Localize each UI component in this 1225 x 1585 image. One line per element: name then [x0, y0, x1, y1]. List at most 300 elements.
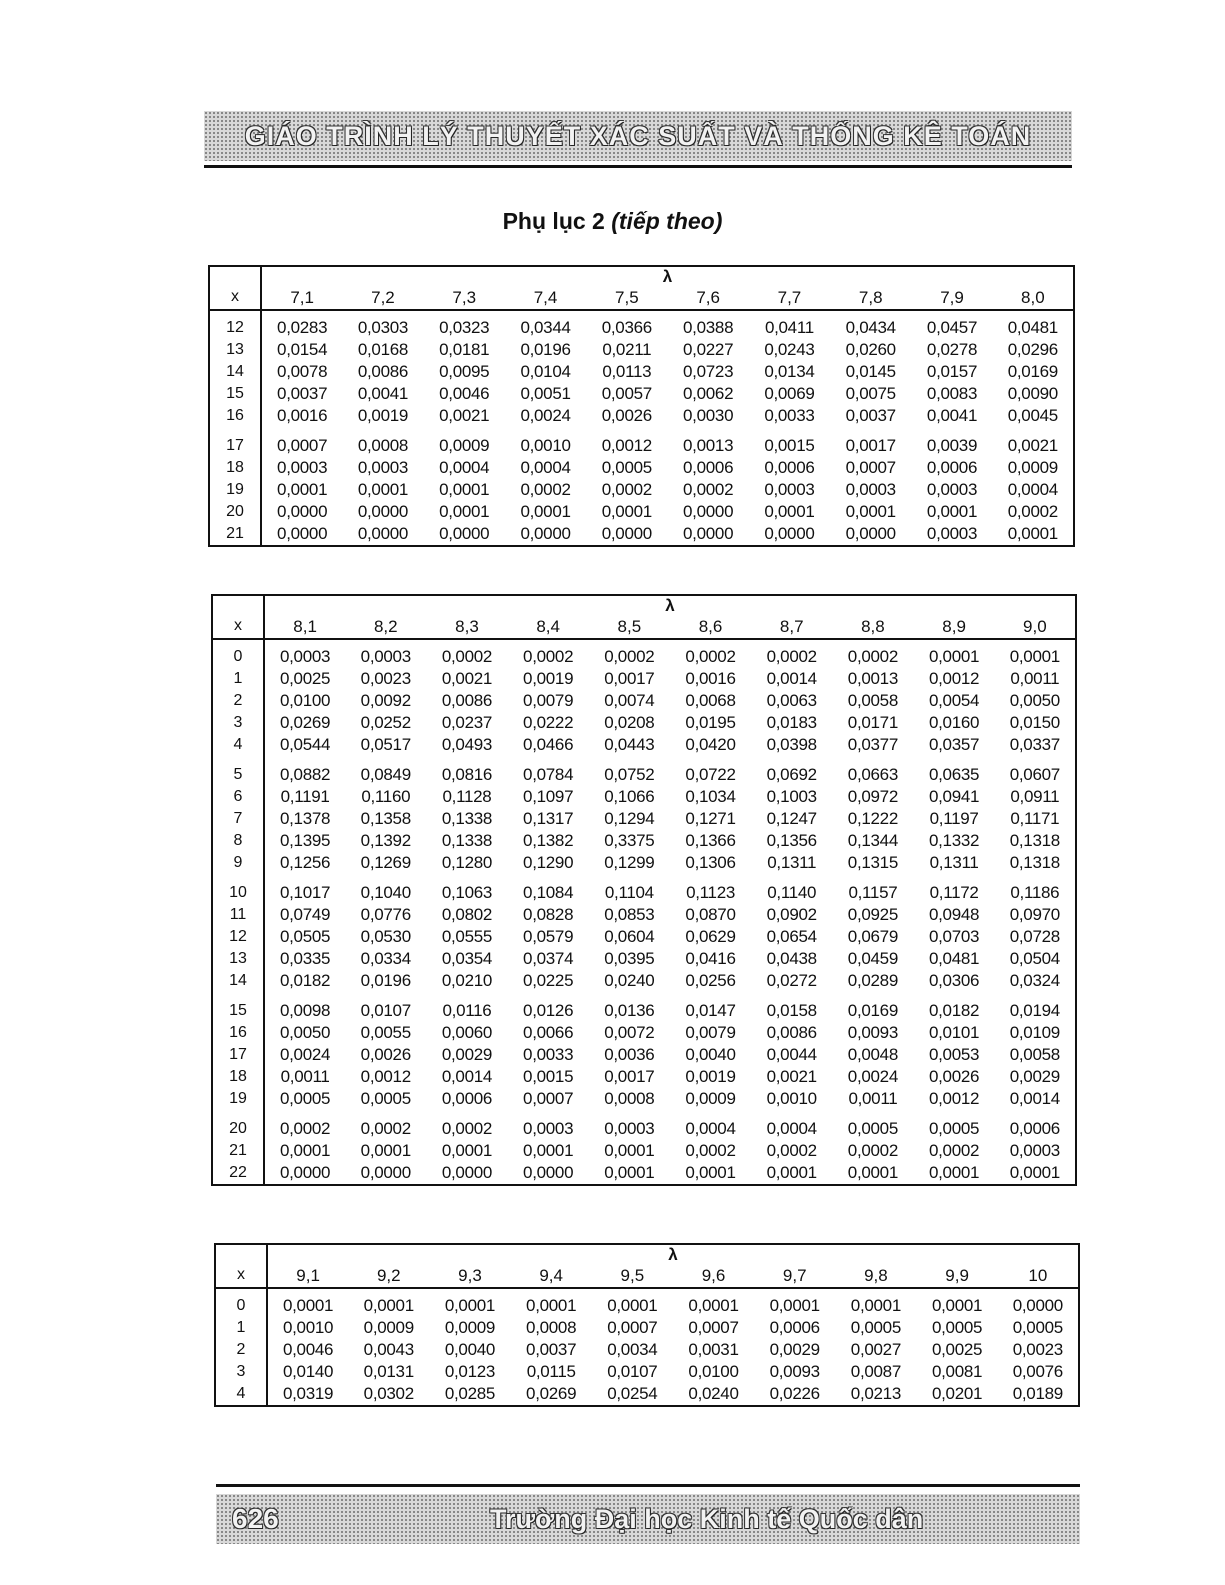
probability-cell: 0,0050 [1009, 691, 1060, 710]
probability-cell: 0,0025 [931, 1340, 983, 1359]
probability-cell: 0,0157 [926, 362, 978, 381]
probability-cell: 0,0171 [847, 713, 898, 732]
probability-cell: 0,0225 [523, 971, 574, 990]
x-cell: 21 [209, 523, 261, 546]
x-cell: 18 [209, 457, 261, 479]
footer-institution: Trường Đại học Kinh tế Quốc dân [490, 1503, 924, 1534]
probability-cell: 0,1338 [441, 809, 493, 828]
probability-cell: 0,0000 [764, 524, 815, 543]
table-row [215, 1383, 1079, 1406]
x-cell: 20 [209, 501, 261, 523]
probability-cell: 0,0037 [845, 406, 896, 425]
page-title-sub: (tiếp theo) [611, 208, 723, 234]
probability-cell: 0,0555 [441, 927, 493, 946]
probability-cell: 0,0005 [931, 1318, 983, 1337]
probability-cell: 0,1317 [523, 809, 574, 828]
probability-cell: 0,0902 [766, 905, 817, 924]
probability-cell: 0,0002 [847, 1141, 898, 1160]
probability-cell: 0,0420 [685, 735, 736, 754]
probability-cell: 0,0014 [1009, 1089, 1060, 1108]
probability-cell: 0,0100 [688, 1362, 739, 1381]
probability-cell: 0,0002 [601, 480, 652, 499]
x-cell: 22 [212, 1162, 264, 1185]
probability-cell: 0,0098 [279, 1001, 331, 1020]
header-banner [204, 111, 1072, 161]
probability-cell: 0,0017 [604, 669, 655, 688]
lambda-value: 9,1 [267, 1265, 348, 1288]
probability-cell: 0,0195 [685, 713, 736, 732]
probability-cell: 0,0039 [926, 436, 978, 455]
probability-cell: 0,0182 [928, 1001, 980, 1020]
probability-cell: 0,0335 [279, 949, 331, 968]
probability-cell: 0,0466 [523, 735, 574, 754]
lambda-value: 8,4 [508, 616, 589, 639]
lambda-value: 9,3 [429, 1265, 510, 1288]
lambda-value: 8,1 [264, 616, 345, 639]
probability-cell: 0,1344 [847, 831, 898, 850]
probability-cell: 0,0027 [850, 1340, 901, 1359]
probability-cell: 0,0033 [764, 406, 815, 425]
probability-cell: 0,1128 [442, 787, 492, 806]
probability-cell: 0,0849 [360, 765, 411, 784]
probability-cell: 0,0057 [601, 384, 652, 403]
probability-cell: 0,0002 [1007, 502, 1058, 521]
table-row [209, 501, 1074, 523]
table-row [209, 457, 1074, 479]
probability-cell: 0,0076 [1012, 1362, 1063, 1381]
probability-cell: 0,0001 [277, 480, 328, 499]
probability-cell: 0,1063 [441, 883, 493, 902]
probability-cell: 0,0012 [601, 436, 652, 455]
lambda-value: 9,0 [995, 616, 1076, 639]
probability-cell: 0,0395 [604, 949, 655, 968]
x-header: x [215, 1244, 267, 1288]
probability-cell: 0,0001 [1009, 647, 1060, 666]
probability-cell: 0,0012 [360, 1067, 411, 1086]
probability-cell: 0,0434 [845, 318, 896, 337]
probability-cell: 0,0023 [360, 669, 411, 688]
probability-cell: 0,0354 [441, 949, 493, 968]
probability-cell: 0,0083 [926, 384, 978, 403]
x-cell: 2 [215, 1339, 267, 1361]
probability-cell: 0,0081 [931, 1362, 983, 1381]
probability-cell: 0,0243 [764, 340, 815, 359]
probability-cell: 0,0000 [357, 502, 409, 521]
probability-cell: 0,0663 [847, 765, 898, 784]
probability-cell: 0,0095 [439, 362, 490, 381]
table-row [212, 1162, 1076, 1185]
probability-cell: 0,0021 [1007, 436, 1058, 455]
probability-cell: 0,0001 [607, 1296, 658, 1315]
probability-cell: 0,1318 [1009, 853, 1060, 872]
probability-cell: 0,0023 [1012, 1340, 1063, 1359]
probability-cell: 0,0183 [766, 713, 817, 732]
probability-cell: 0,0002 [520, 480, 571, 499]
probability-cell: 0,0002 [928, 1141, 980, 1160]
probability-cell: 0,0010 [520, 436, 571, 455]
probability-cell: 0,1034 [685, 787, 736, 806]
probability-cell: 0,0002 [685, 1141, 736, 1160]
probability-cell: 0,0069 [764, 384, 815, 403]
probability-cell: 0,0013 [683, 436, 734, 455]
x-cell: 0 [215, 1288, 267, 1317]
probability-cell: 0,0007 [845, 458, 896, 477]
probability-cell: 0,0058 [1009, 1045, 1060, 1064]
probability-cell: 0,0037 [526, 1340, 577, 1359]
table-row [212, 970, 1076, 992]
probability-cell: 0,0003 [604, 1119, 655, 1138]
probability-cell: 0,1140 [767, 883, 817, 902]
probability-cell: 0,0000 [277, 524, 328, 543]
table-row [212, 904, 1076, 926]
table-row [209, 427, 1074, 457]
probability-cell: 0,0001 [685, 1163, 736, 1182]
probability-cell: 0,0196 [360, 971, 411, 990]
probability-cell: 0,0001 [928, 1163, 980, 1182]
probability-cell: 0,0334 [360, 949, 411, 968]
probability-cell: 0,0075 [845, 384, 896, 403]
probability-cell: 0,0046 [282, 1340, 334, 1359]
probability-cell: 0,1332 [928, 831, 980, 850]
table-row [209, 405, 1074, 427]
lambda-value: 7,9 [911, 287, 992, 310]
lambda-value: 10 [998, 1265, 1079, 1288]
probability-cell: 0,0213 [850, 1384, 901, 1403]
table-row [212, 1066, 1076, 1088]
probability-cell: 0,0457 [926, 318, 978, 337]
probability-cell: 0,0001 [764, 502, 815, 521]
probability-cell: 0,0604 [604, 927, 655, 946]
probability-cell: 0,0026 [928, 1067, 980, 1086]
table-row [209, 523, 1074, 546]
probability-cell: 0,0182 [279, 971, 331, 990]
probability-cell: 0,0196 [520, 340, 571, 359]
probability-cell: 0,0000 [523, 1163, 574, 1182]
probability-cell: 0,0005 [847, 1119, 898, 1138]
probability-cell: 0,0579 [523, 927, 574, 946]
probability-cell: 0,0337 [1009, 735, 1060, 754]
probability-cell: 0,0050 [279, 1023, 331, 1042]
probability-cell: 0,0031 [688, 1340, 739, 1359]
x-cell: 21 [212, 1140, 264, 1162]
probability-cell: 0,0001 [850, 1296, 901, 1315]
probability-cell: 0,0002 [847, 647, 898, 666]
x-cell: 19 [209, 479, 261, 501]
probability-cell: 0,0003 [279, 647, 331, 666]
probability-cell: 0,0055 [360, 1023, 411, 1042]
probability-cell: 0,1247 [766, 809, 817, 828]
probability-cell: 0,0256 [685, 971, 736, 990]
probability-cell: 0,0752 [604, 765, 655, 784]
probability-cell: 0,0002 [766, 647, 817, 666]
probability-cell: 0,0006 [926, 458, 978, 477]
probability-cell: 0,0285 [444, 1384, 496, 1403]
probability-cell: 0,0227 [683, 340, 734, 359]
probability-cell: 0,0003 [277, 458, 328, 477]
probability-cell: 0,0004 [685, 1119, 736, 1138]
probability-cell: 0,1378 [279, 809, 331, 828]
lambda-value: 8,8 [832, 616, 913, 639]
probability-cell: 0,0041 [926, 406, 978, 425]
probability-cell: 0,0044 [766, 1045, 817, 1064]
probability-cell: 0,1315 [847, 853, 898, 872]
probability-cell: 0,0749 [279, 905, 331, 924]
table-row [212, 992, 1076, 1022]
probability-cell: 0,0002 [523, 647, 574, 666]
probability-cell: 0,0005 [279, 1089, 331, 1108]
x-cell: 16 [209, 405, 261, 427]
probability-cell: 0,0003 [845, 480, 896, 499]
x-cell: 13 [209, 339, 261, 361]
x-cell: 20 [212, 1110, 264, 1140]
probability-cell: 0,0481 [928, 949, 980, 968]
x-cell: 1 [215, 1317, 267, 1339]
probability-cell: 0,0029 [769, 1340, 820, 1359]
probability-cell: 0,0021 [439, 406, 490, 425]
probability-cell: 0,0003 [1009, 1141, 1060, 1160]
probability-cell: 0,1306 [685, 853, 736, 872]
probability-cell: 0,0033 [523, 1045, 574, 1064]
probability-cell: 0,0001 [604, 1141, 655, 1160]
probability-cell: 0,0024 [520, 406, 571, 425]
probability-cell: 0,0101 [928, 1023, 980, 1042]
probability-cell: 0,0001 [279, 1141, 331, 1160]
probability-cell: 0,0086 [441, 691, 493, 710]
probability-cell: 0,0776 [360, 905, 411, 924]
probability-cell: 0,0168 [357, 340, 409, 359]
probability-cell: 0,0319 [282, 1384, 334, 1403]
probability-cell: 0,0107 [607, 1362, 658, 1381]
probability-cell: 0,0006 [769, 1318, 820, 1337]
probability-cell: 0,0026 [601, 406, 652, 425]
probability-cell: 0,0925 [847, 905, 898, 924]
probability-cell: 0,0000 [279, 1163, 331, 1182]
x-header: x [212, 595, 264, 639]
probability-cell: 0,0004 [520, 458, 571, 477]
probability-cell: 0,0005 [1012, 1318, 1063, 1337]
probability-cell: 0,0093 [847, 1023, 898, 1042]
table-row [209, 361, 1074, 383]
probability-cell: 0,0014 [766, 669, 817, 688]
probability-cell: 0,0481 [1007, 318, 1058, 337]
probability-cell: 0,0283 [277, 318, 328, 337]
probability-cell: 0,0030 [683, 406, 734, 425]
probability-cell: 0,0303 [357, 318, 409, 337]
probability-cell: 0,0000 [441, 1163, 493, 1182]
probability-cell: 0,0009 [1007, 458, 1058, 477]
x-cell: 14 [212, 970, 264, 992]
probability-cell: 0,0004 [1007, 480, 1058, 499]
probability-cell: 0,1003 [766, 787, 817, 806]
lambda-value: 9,8 [835, 1265, 916, 1288]
probability-cell: 0,0026 [360, 1045, 411, 1064]
probability-cell: 0,0210 [441, 971, 493, 990]
probability-cell: 0,0060 [441, 1023, 493, 1042]
x-header: x [209, 266, 261, 310]
probability-cell: 0,0066 [523, 1023, 574, 1042]
probability-cell: 0,0024 [279, 1045, 331, 1064]
probability-cell: 0,0493 [441, 735, 493, 754]
probability-cell: 0,0882 [279, 765, 331, 784]
table-row [215, 1339, 1079, 1361]
probability-cell: 0,0011 [848, 1089, 898, 1108]
probability-cell: 0,0001 [847, 1163, 898, 1182]
probability-cell: 0,0722 [685, 765, 736, 784]
probability-cell: 0,0530 [360, 927, 411, 946]
x-cell: 5 [212, 756, 264, 786]
probability-cell: 0,1311 [929, 853, 979, 872]
probability-cell: 0,0816 [441, 765, 493, 784]
header-rule [204, 165, 1072, 168]
probability-cell: 0,0058 [847, 691, 898, 710]
probability-cell: 0,0021 [441, 669, 493, 688]
probability-cell: 0,0005 [601, 458, 652, 477]
probability-cell: 0,0134 [764, 362, 815, 381]
table-row [212, 786, 1076, 808]
probability-cell: 0,1318 [1009, 831, 1060, 850]
probability-cell: 0,0068 [685, 691, 736, 710]
probability-cell: 0,0416 [685, 949, 736, 968]
probability-cell: 0,0145 [845, 362, 896, 381]
probability-cell: 0,0398 [766, 735, 817, 754]
probability-cell: 0,0079 [685, 1023, 736, 1042]
probability-cell: 0,0014 [441, 1067, 493, 1086]
probability-cell: 0,0040 [685, 1045, 736, 1064]
probability-cell: 0,0007 [277, 436, 328, 455]
probability-cell: 0,0211 [602, 340, 652, 359]
probability-cell: 0,0048 [847, 1045, 898, 1064]
table-row [212, 756, 1076, 786]
probability-cell: 0,0040 [444, 1340, 496, 1359]
probability-cell: 0,0147 [685, 1001, 736, 1020]
table-row [209, 383, 1074, 405]
probability-cell: 0,0366 [601, 318, 652, 337]
probability-cell: 0,0116 [442, 1001, 492, 1020]
table-row [212, 1088, 1076, 1110]
table-row [212, 1022, 1076, 1044]
probability-cell: 0,0100 [279, 691, 331, 710]
probability-cell: 0,0505 [279, 927, 331, 946]
probability-cell: 0,0004 [439, 458, 490, 477]
x-cell: 6 [212, 786, 264, 808]
probability-cell: 0,0324 [1009, 971, 1060, 990]
probability-cell: 0,0802 [441, 905, 493, 924]
table-row [212, 668, 1076, 690]
probability-cell: 0,0001 [604, 1163, 655, 1182]
probability-cell: 0,0115 [526, 1362, 576, 1381]
x-cell: 3 [212, 712, 264, 734]
probability-cell: 0,0008 [526, 1318, 577, 1337]
probability-cell: 0,0006 [441, 1089, 493, 1108]
probability-cell: 0,0972 [847, 787, 898, 806]
probability-cell: 0,0019 [523, 669, 574, 688]
probability-cell: 0,0728 [1009, 927, 1060, 946]
probability-cell: 0,0090 [1007, 384, 1058, 403]
probability-cell: 0,0001 [926, 502, 978, 521]
probability-cell: 0,0002 [441, 1119, 493, 1138]
probability-cell: 0,0252 [360, 713, 411, 732]
probability-cell: 0,0001 [928, 647, 980, 666]
probability-cell: 0,1294 [604, 809, 655, 828]
probability-cell: 0,0001 [931, 1296, 983, 1315]
probability-cell: 0,0001 [523, 1141, 574, 1160]
probability-cell: 0,1017 [279, 883, 331, 902]
probability-cell: 0,0001 [688, 1296, 739, 1315]
probability-cell: 0,1366 [685, 831, 736, 850]
lambda-value: 7,5 [586, 287, 667, 310]
probability-cell: 0,0948 [928, 905, 980, 924]
probability-cell: 0,0692 [766, 765, 817, 784]
probability-cell: 0,0063 [766, 691, 817, 710]
table-row [212, 830, 1076, 852]
x-cell: 14 [209, 361, 261, 383]
probability-cell: 0,1395 [279, 831, 331, 850]
probability-cell: 0,0296 [1007, 340, 1058, 359]
x-cell: 8 [212, 830, 264, 852]
probability-cell: 0,0240 [688, 1384, 739, 1403]
probability-cell: 0,0043 [363, 1340, 414, 1359]
poisson-table-1 [208, 265, 1075, 547]
probability-cell: 0,0160 [928, 713, 980, 732]
probability-cell: 0,0008 [604, 1089, 655, 1108]
probability-cell: 0,0012 [928, 669, 980, 688]
probability-cell: 0,0302 [363, 1384, 414, 1403]
probability-cell: 0,1392 [360, 831, 411, 850]
lambda-value: 7,6 [667, 287, 748, 310]
probability-cell: 0,0388 [683, 318, 734, 337]
probability-cell: 0,0237 [441, 713, 493, 732]
probability-cell: 0,0001 [360, 1141, 411, 1160]
x-cell: 1 [212, 668, 264, 690]
probability-cell: 0,0001 [282, 1296, 334, 1315]
probability-cell: 0,0000 [601, 524, 652, 543]
probability-cell: 0,0289 [847, 971, 898, 990]
probability-cell: 0,0017 [845, 436, 896, 455]
probability-cell: 0,0113 [602, 362, 652, 381]
probability-cell: 0,0005 [360, 1089, 411, 1108]
probability-cell: 0,0024 [847, 1067, 898, 1086]
table-row [212, 690, 1076, 712]
probability-cell: 0,0006 [764, 458, 815, 477]
probability-cell: 0,0970 [1009, 905, 1060, 924]
table-row [212, 874, 1076, 904]
probability-cell: 0,0074 [604, 691, 655, 710]
probability-cell: 0,0169 [847, 1001, 898, 1020]
probability-cell: 0,3375 [604, 831, 655, 850]
probability-cell: 0,0260 [845, 340, 896, 359]
probability-cell: 0,0021 [766, 1067, 817, 1086]
table-row [215, 1361, 1079, 1383]
probability-cell: 0,0093 [769, 1362, 820, 1381]
probability-cell: 0,0010 [282, 1318, 334, 1337]
probability-cell: 0,0784 [523, 765, 574, 784]
probability-cell: 0,1160 [361, 787, 411, 806]
lambda-header: λ [662, 267, 673, 286]
probability-cell: 0,0000 [683, 502, 734, 521]
table-row [212, 1140, 1076, 1162]
lambda-value: 9,7 [754, 1265, 835, 1288]
lambda-value: 9,9 [917, 1265, 998, 1288]
table-row [212, 808, 1076, 830]
probability-cell: 0,0037 [277, 384, 328, 403]
probability-cell: 0,1171 [1010, 809, 1060, 828]
probability-cell: 0,0045 [1007, 406, 1058, 425]
probability-cell: 0,1157 [848, 883, 898, 902]
probability-cell: 0,1269 [360, 853, 411, 872]
lambda-value: 7,7 [749, 287, 830, 310]
probability-cell: 0,0136 [604, 1001, 655, 1020]
probability-cell: 0,1358 [360, 809, 411, 828]
